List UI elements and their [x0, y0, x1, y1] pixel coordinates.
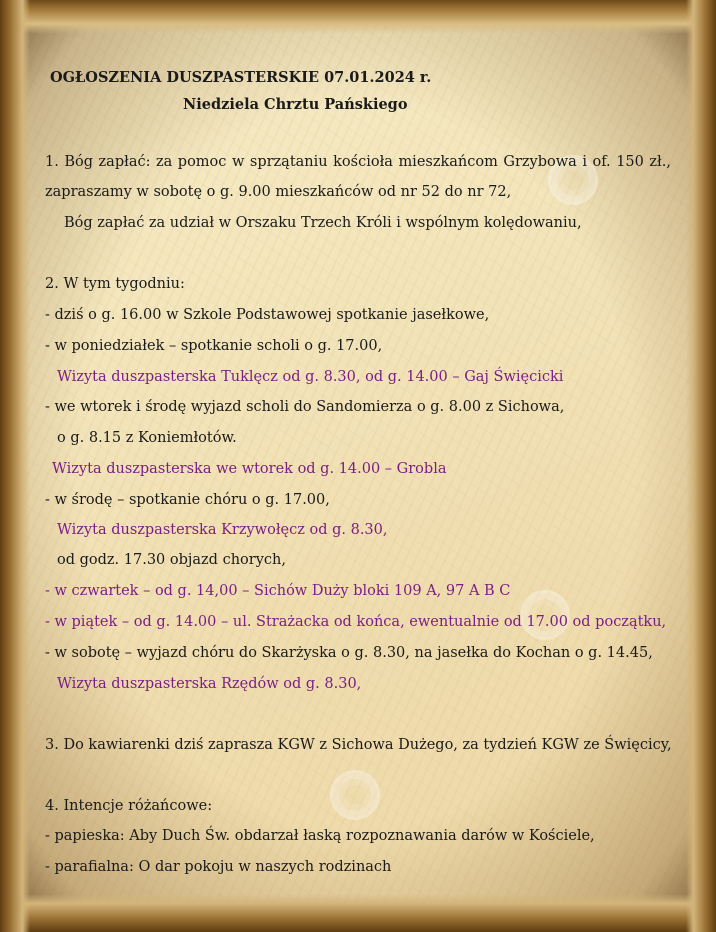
- list-item: - papieska: Aby Duch Św. obdarzał łaską rozpoznawania darów w Kościele,: [45, 828, 595, 844]
- document-title: OGŁOSZENIA DUSZPASTERSKIE 07.01.2024 r.: [50, 69, 432, 86]
- section3-text: 3. Do kawiarenki dziś zaprasza KGW z Sichowa Dużego, za tydzień KGW ze Święcicy,: [45, 737, 672, 753]
- section4-heading: 4. Intencje różańcowe:: [45, 798, 213, 814]
- list-item: - w środę – spotkanie chóru o g. 17.00,: [45, 492, 330, 508]
- word: 150: [616, 154, 644, 170]
- word: Grzybowa: [503, 154, 577, 170]
- word: zł.,: [649, 154, 671, 170]
- visit-item: Wizyta duszpasterska Tuklęcz od g. 8.30, od g. 14.00 – Gaj Święcicki: [57, 369, 564, 385]
- list-item: - w sobotę – wyjazd chóru do Skarżyska o g. 8.30, na jasełka do Kochan o g. 14.45,: [45, 645, 653, 661]
- list-item: - parafialna: O dar pokoju w naszych rodzinach: [45, 859, 392, 875]
- word: of.: [592, 154, 611, 170]
- visit-item: - w piątek – od g. 14.00 – ul. Strażacka od końca, ewentualnie od 17.00 od początku,: [45, 614, 667, 630]
- word: za: [155, 154, 173, 170]
- section2-heading: 2. W tym tygodniu:: [45, 276, 185, 292]
- word: w: [231, 154, 245, 170]
- section1-line1: [45, 152, 671, 172]
- visit-item: Wizyta duszpasterska we wtorek od g. 14.00 – Grobla: [52, 461, 447, 477]
- list-item: - dziś o g. 16.00 w Szkole Podstawowej spotkanie jasełkowe,: [45, 307, 490, 323]
- word: sprzątaniu: [249, 154, 328, 170]
- section1-line2: zapraszamy w sobotę o g. 9.00 mieszkańców od nr 52 do nr 72,: [45, 184, 512, 200]
- word: mieszkańcom: [398, 154, 498, 170]
- word: pomoc: [177, 154, 227, 170]
- list-item: - we wtorek i środę wyjazd scholi do Sandomierza o g. 8.00 z Sichowa,: [45, 399, 565, 415]
- list-item: od godz. 17.30 objazd chorych,: [57, 552, 286, 568]
- visit-item: Wizyta duszpasterska Rzędów od g. 8.30,: [57, 676, 362, 692]
- word: zapłać:: [98, 154, 151, 170]
- document-subtitle: Niedziela Chrztu Pańskiego: [183, 96, 408, 113]
- word: i: [582, 154, 587, 170]
- visit-item: Wizyta duszpasterska Krzywołęcz od g. 8.30,: [57, 522, 388, 538]
- word: kościoła: [333, 154, 393, 170]
- visit-item: - w czwartek – od g. 14,00 – Sichów Duży bloki 109 A, 97 A B C: [45, 583, 511, 599]
- list-item: o g. 8.15 z Koniemłotów.: [57, 430, 237, 446]
- section1-number: 1.: [45, 154, 59, 170]
- list-item: - w poniedziałek – spotkanie scholi o g. 17.00,: [45, 338, 383, 354]
- word: Bóg: [64, 154, 94, 170]
- section1-line3: Bóg zapłać za udział w Orszaku Trzech Króli i wspólnym kolędowaniu,: [64, 215, 582, 231]
